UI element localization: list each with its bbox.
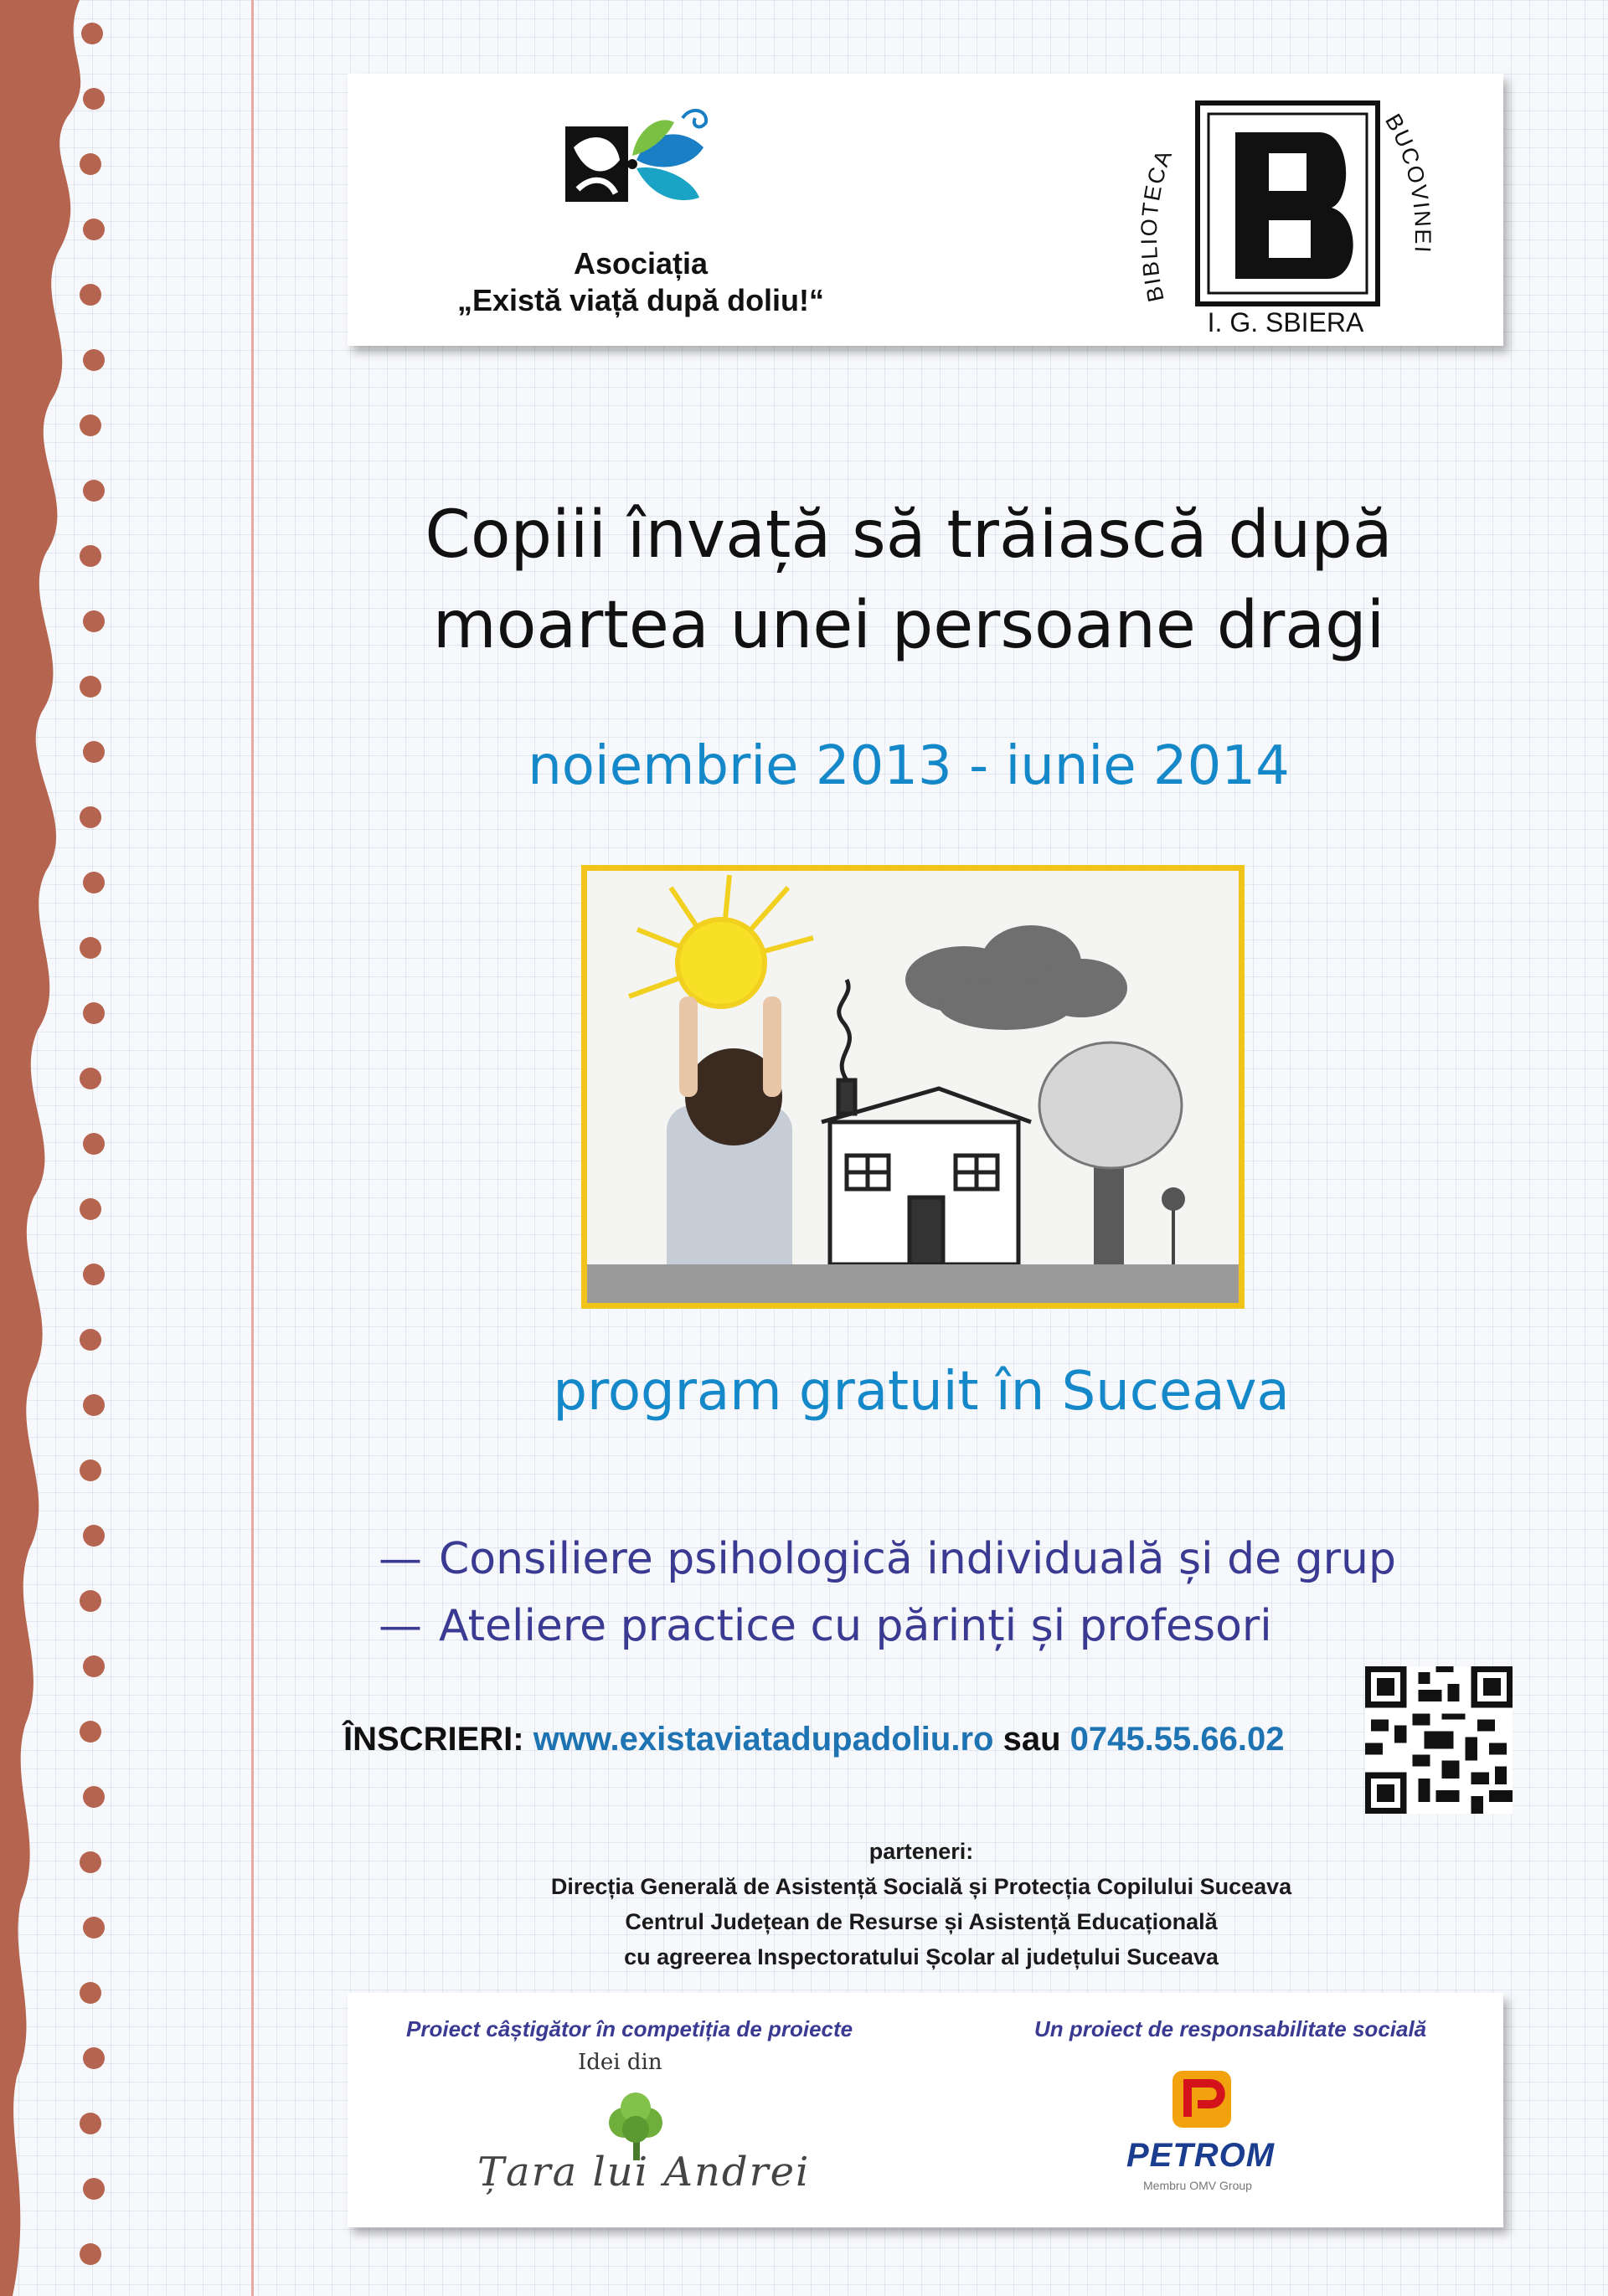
svg-text:BIBLIOTECA bbox=[1136, 145, 1178, 304]
petrom-logo-icon bbox=[1164, 2067, 1240, 2132]
website-link[interactable]: www.existaviatadupadoliu.ro bbox=[533, 1721, 994, 1758]
page-title bbox=[276, 490, 1541, 671]
partner-line: Centrul Județean de Resurse și Asistență Educațională bbox=[625, 1909, 1218, 1934]
program-location: program gratuit în Suceava bbox=[553, 1361, 1290, 1423]
title-line2: moartea unei persoane dragi bbox=[432, 588, 1385, 663]
logos-card bbox=[348, 74, 1503, 346]
library-arc-right: BUCOVINEI bbox=[1380, 109, 1436, 255]
dash-icon: — bbox=[379, 1601, 422, 1651]
sponsors-card bbox=[348, 1993, 1503, 2227]
dash-icon: — bbox=[379, 1534, 422, 1584]
tara-lui-andrei-logo: Țara lui Andrei bbox=[477, 2149, 811, 2196]
service-item-text: Consiliere psihologică individuală și de grup bbox=[439, 1534, 1396, 1584]
child-drawing-photo bbox=[581, 865, 1245, 1309]
partners-heading: parteneri: bbox=[868, 1839, 974, 1864]
csr-caption: Un proiect de responsabilitate socială bbox=[1034, 2016, 1427, 2041]
library-arc-left: BIBLIOTECA bbox=[1136, 145, 1178, 305]
program-period: noiembrie 2013 - iunie 2014 bbox=[528, 735, 1290, 797]
partner-line: cu agreerea Inspectoratului Școlar al județului Suceava bbox=[624, 1944, 1219, 1969]
competition-subcaption: Idei din bbox=[578, 2050, 662, 2075]
library-name: I. G. SBIERA bbox=[1207, 307, 1364, 337]
phone-number[interactable]: 0745.55.66.02 bbox=[1069, 1721, 1285, 1758]
registration-contact bbox=[343, 1721, 1348, 1758]
partners-block bbox=[419, 1834, 1424, 1974]
title-line1: Copiii învață să trăiască după bbox=[425, 497, 1393, 573]
services-list bbox=[379, 1526, 1396, 1660]
library-logo bbox=[1118, 82, 1453, 337]
association-name bbox=[381, 245, 900, 319]
qr-code-icon[interactable] bbox=[1365, 1666, 1513, 1814]
drawing-illustration bbox=[587, 871, 1239, 1303]
registration-label: ÎNSCRIERI: bbox=[343, 1721, 524, 1758]
petrom-brand: PETROM bbox=[1126, 2137, 1276, 2174]
service-item-text: Ateliere practice cu părinți și profesori bbox=[439, 1601, 1272, 1651]
partner-line: Direcția Generală de Asistență Socială și Protecția Copilului Suceava bbox=[550, 1874, 1292, 1899]
association-butterfly-logo bbox=[557, 97, 724, 223]
torn-paper-edge bbox=[0, 0, 126, 2296]
association-name-line2: „Există viață după doliu!“ bbox=[456, 283, 825, 317]
association-name-line1: Asociația bbox=[573, 246, 709, 281]
service-item bbox=[379, 1593, 1396, 1660]
svg-text:BUCOVINEI bbox=[1380, 110, 1435, 255]
service-item bbox=[379, 1526, 1396, 1593]
petrom-subtitle: Membru OMV Group bbox=[1143, 2179, 1252, 2192]
notebook-margin-line bbox=[251, 0, 254, 2296]
competition-caption: Proiect câștigător în competiția de proiecte bbox=[406, 2016, 853, 2041]
contact-connector: sau bbox=[1002, 1721, 1061, 1758]
